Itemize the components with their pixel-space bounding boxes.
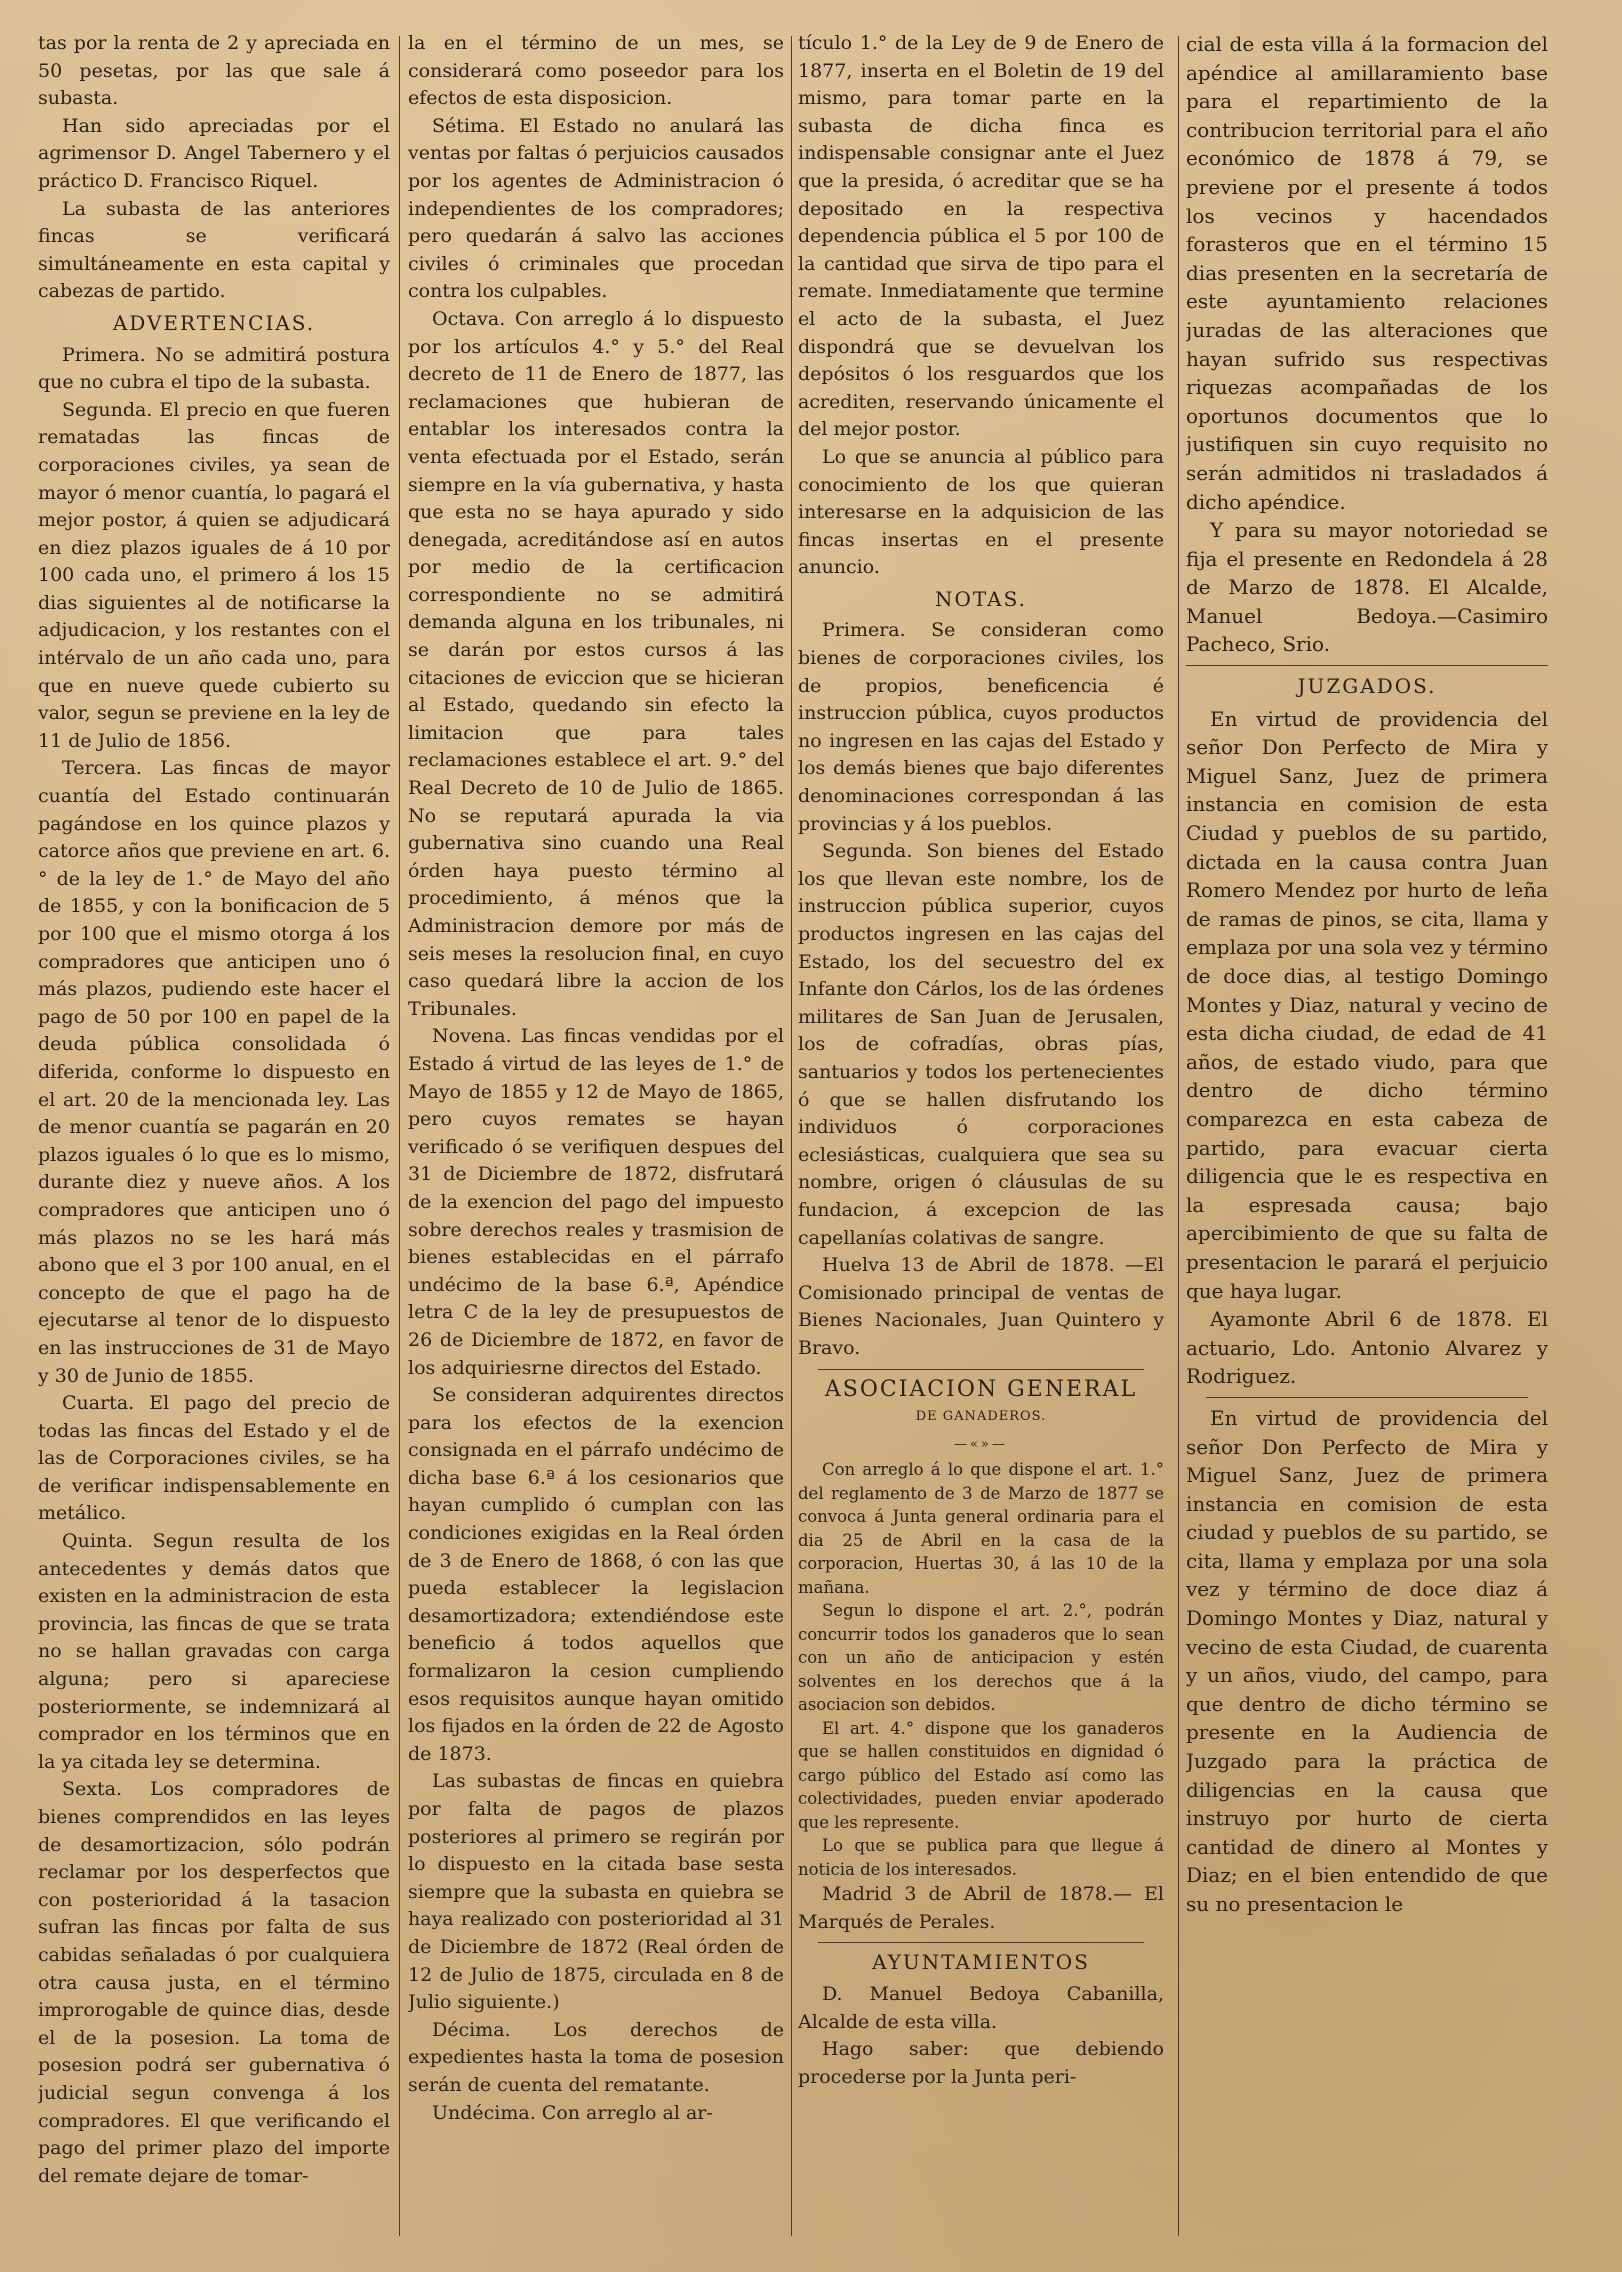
paragraph: Primera. No se admitirá postura que no cubra el tipo de la subasta. [38,343,390,394]
paragraph: tas por la renta de 2 y apreciada en 50 pesetas, por las que sale á subasta. [38,32,390,110]
paragraph: Hago saber: que debiendo procederse por la Junta peri- [798,2038,1164,2088]
paragraph: Han sido apreciadas por el agrimensor D. Angel Tabernero y el práctico D. Francisco Riquel. [38,114,390,192]
divider [1186,665,1548,666]
paragraph: D. Manuel Bedoya Cabanilla, Alcalde de esta villa. [798,1983,1164,2033]
paragraph: En virtud de providencia del señor Don Perfecto de Mira y Miguel Sanz, Juez de primera instancia en comision de esta Ciudad y pueblos de su partido, dictada en la causa contra Juan Romero Mendez por hurto de leña de ramas de pinos, se cita, llama y emplaza por una sola vez y término de doce dias, al testigo Domingo Montes y Diaz, natural y vecino de esta dicha ciudad, de edad de 41 años, de estado viudo, para que dentro de dicho término comparezca en esta cabeza de partido, para evacuar cierta diligencia que le es respectiva en la espresada causa; bajo apercibimiento de que su falta de presentacion le parará el perjuicio que haya lugar. [1186,706,1548,1303]
paragraph: Undécima. Con arreglo al ar- [432,2101,713,2124]
paragraph: Quinta. Segun resulta de los antecedentes y demás datos que existen en la administracion de esta provincia, las fincas de que se trata no se hallan gravadas con carga alguna; pero si apareciese posteriormente, se indemnizará al comprador en los términos que en la ya citada ley se determina. [38,1530,390,1773]
section-subheading: DE GANADEROS. [915,1409,1047,1425]
divider [818,1369,1144,1370]
paragraph: Segun lo dispone el art. 2.°, podrán concurrir todos los ganaderos que lo sean con un año de anticipacion y estén solventes en los derechos que á la asociacion son debidos. [798,1601,1164,1715]
section-heading-juzgados: JUZGADOS. [1297,674,1437,699]
paragraph: Las subastas de fincas en quiebra por falta de pagos de plazos posteriores al primero se regirán por lo dispuesto en la citada base sesta siempre que la subasta en quiebra se haya realizado con posterioridad al 31 de Diciembre de 1872 (Real órden de 12 de Julio de 1875, circulada en 8 de Julio siguiente.) [408,1770,784,2014]
column-rule [791,36,792,2236]
paragraph: Cuarta. El pago del precio de todas las fincas del Estado y el de las de Corporaciones civiles, se ha de verificar indispensablemente en metálico. [38,1392,390,1525]
column-3 [798,30,1164,2250]
paragraph: Con arreglo á lo que dispone el art. 1.° del reglamento de 3 de Marzo de 1877 se convoca á Junta general ordinaria para el dia 25 de Abril en la casa de la corporacion, Huertas 30, á las 10 de la mañana. [798,1460,1164,1597]
column-4 [1186,30,1548,2250]
column-1 [38,30,390,2250]
paragraph: Ayamonte Abril 6 de 1878. El actuario, Ldo. Antonio Alvarez y Rodriguez. [1186,1307,1548,1389]
paragraph: Y para su mayor notoriedad se fija el presente en Redondela á 28 de Marzo de 1878. El Alcalde, Manuel Bedoya.—Casimiro Pacheco, Srio. [1186,518,1548,657]
divider [1206,1397,1528,1398]
paragraph: Lo que se anuncia al público para conocimiento de los que quieran interesarse en la adquisicion de las fincas insertas en el presente anuncio. [798,445,1164,579]
paragraph: Madrid 3 de Abril de 1878.— El Marqués de Perales. [798,1883,1164,1933]
paragraph: En virtud de providencia del señor Don Perfecto de Mira y Miguel Sanz, Juez de primera instancia en comision de esta ciudad y pueblos de su partido, se cita, llama y emplaza por una sola vez y término de doce diaz á Domingo Montes y Diaz, natural y vecino de esta Ciudad, de cuarenta y un años, viudo, del campo, para que dentro de dicho término se presente en la Audiencia de Juzgado para la práctica de diligencias en la causa que instruyo por hurto de cierta cantidad de dinero al Montes y Diaz; en el bien entendido de que su no presentacion le [1186,1405,1548,1916]
paragraph: Segunda. Son bienes del Estado los que llevan este nombre, los de instruccion pública superior, cuyos productos ingresen en las cajas del Estado, los del secuestro del ex Infante don Cárlos, los de las órdenes militares de San Juan de Jerusalen, los de cofradías, obras pías, santuarios y todos los pertenecientes ó que se hallen disfrutando los individuos ó corporaciones eclesiásticas, cualquiera que sea su nombre, origen ó cláusulas de su fundacion, á excepcion de las capellanías colativas de sangre. [798,840,1164,1249]
paragraph: Décima. Los derechos de expedientes hasta la toma de posesion serán de cuenta del rematante. [408,2018,784,2096]
ornament: —«»— [954,1436,1008,1452]
section-heading-notas: NOTAS. [935,586,1027,611]
section-heading-asociacion: ASOCIACION GENERAL [824,1376,1138,1402]
paragraph: Se consideran adquirentes directos para los efectos de la exencion consignada en el párrafo undécimo de dicha base 6.ª á los cesionarios que hayan cumplido ó cumplan con las condiciones exigidas en la Real órden de 3 de Enero de 1868, ó con las que pueda establecer la legislacion desamortizadora; extendiéndose este beneficio á todos aquellos que formalizaron la cesion cumpliendo esos requisitos aunque hayan omitido los fijados en la órden de 22 de Agosto de 1873. [408,1384,784,1765]
section-heading-ayuntamientos: AYUNTAMIENTOS [872,1950,1090,1975]
divider [818,1942,1144,1943]
paragraph: tículo 1.° de la Ley de 9 de Enero de 1877, inserta en el Boletin de 19 del mismo, para tomar parte en la subasta de dicha finca es indispensable consignar ante el Juez que la presida, ó acreditar que se ha depositado en la respectiva dependencia pública el 5 por 100 de la cantidad que sirva de tipo para el remate. Inmediatamente que termine el acto de la subasta, el Juez dispondrá que se devuelvan los depósitos ó los resguardos que los acrediten, reservando únicamente el del mejor postor. [798,32,1164,441]
paragraph: Sétima. El Estado no anulará las ventas por faltas ó perjuicios causados por los agentes de Administracion ó independientes de los compradores; pero quedarán á salvo las acciones civiles ó criminales que procedan contra los culpables. [408,114,784,303]
paragraph: cial de esta villa á la formacion del apéndice al amillaramiento base para el repartimiento de la contribucion territorial para el año económico de 1878 á 79, se previene por el presente á todos los vecinos y hacendados forasteros que en el término 15 dias presenten en la secretaría de este ayuntamiento relaciones juradas de las alteraciones que hayan sufrido sus respectivas riquezas acompañadas de los oportunos documentos que lo justifiquen sin cuyo requisito no serán admitidos ni trasladados á dicho apéndice. [1186,32,1548,514]
paragraph: Octava. Con arreglo á lo dispuesto por los artículos 4.° y 5.° del Real decreto de 11 de Enero de 1877, las reclamaciones que hubieran de entablar los interesados contra la venta efectuada por el Estado, serán siempre en la vía gubernativa, y hasta que esta no se haya apurado y sido denegada, acreditándose así en autos por medio de la certificacion correspondiente no se admitirá demanda alguna en los tribunales, ni se darán por estos cursos á las citaciones de eviccion que se hicieran al Estado, quedando sin efecto la limitacion que para tales reclamaciones establece el art. 9.° del Real Decreto de 10 de Julio de 1865. No se reputará apurada la via gubernativa sino cuando una Real órden haya puesto término al procedimiento, á ménos que la Administracion demore por más de seis meses la resolucion final, en cuyo caso quedará libre la accion de los Tribunales. [408,307,784,1020]
paragraph: la en el término de un mes, se considerará como poseedor para los efectos de esta disposicion. [408,32,784,110]
paragraph: El art. 4.° dispone que los ganaderos que se hallen constituidos en dignidad ó cargo público del Estado así como las colectividades, pueden enviar apoderado que les represente. [798,1718,1164,1832]
paragraph: La subasta de las anteriores fincas se verificará simultáneamente en esta capital y cabezas de partido. [38,197,390,303]
paragraph: Tercera. Las fincas de mayor cuantía del Estado continuarán pagándose en los quince plazos y catorce años que previene en art. 6.° de la ley de 1.° de Mayo del año de 1855, y con la bonificacion de 5 por 100 que el mismo otorga á los compradores que anticipen uno ó más plazos, pudiendo este hacer el pago de 50 por 100 en papel de la deuda pública consolidada ó diferida, conforme lo dispuesto en el art. 20 de la mencionada ley. Las de menor cuantía se pagarán en 20 plazos iguales ó lo que es lo mismo, durante diez y nueve años. A los compradores que anticipen uno ó más plazos no se les hará más abono que el 3 por 100 anual, en el concepto de que el pago ha de ejecutarse al tenor de lo dispuesto en las instrucciones de 31 de Mayo y 30 de Junio de 1855. [38,757,390,1387]
column-rule [1178,36,1179,2236]
paragraph: Sexta. Los compradores de bienes comprendidos en las leyes de desamortizacion, sólo podrán reclamar por los desperfectos que con posterioridad á la tasacion sufran las fincas por falta de sus cabidas señaladas ó por cualquiera otra causa justa, en el término improrogable de quince dias, desde el de la posesion. La toma de posesion podrá ser gubernativa ó judicial segun convenga á los compradores. El que verificando el pago del primer plazo del importe del remate dejare de tomar- [38,1778,390,2187]
paragraph: Primera. Se consideran como bienes de corporaciones civiles, los de propios, beneficencia é instruccion pública, cuyos productos no ingresen en las cajas del Estado y los demás bienes que bajo diferentes denominaciones correspondan á las provincias y á los pueblos. [798,619,1164,835]
paragraph: Segunda. El precio en que fueren rematadas las fincas de corporaciones civiles, ya sean de mayor ó menor cuantía, lo pagará el mejor postor, á quien se adjudicará en diez plazos iguales de á 10 por 100 cada uno, el primero á los 15 dias siguientes al de notificarse la adjudicacion, y los restantes con el intérvalo de un año cada uno, para que en nueve quede cubierto su valor, segun se previene en la ley de 11 de Julio de 1856. [38,398,390,752]
paragraph: Huelva 13 de Abril de 1878. —El Comisionado principal de ventas de Bienes Nacionales, Juan Quintero y Bravo. [798,1254,1164,1359]
column-2 [408,30,784,2250]
section-heading-advertencias: ADVERTENCIAS. [112,310,316,335]
column-rule [399,36,400,2236]
paragraph: Lo que se publica para que llegue á noticia de los interesados. [798,1836,1164,1879]
paragraph: Novena. Las fincas vendidas por el Estado á virtud de las leyes de 1.° de Mayo de 1855 y 12 de Mayo de 1865, pero cuyos remates se hayan verificado ó se verifiquen despues del 31 de Diciembre de 1872, disfrutará de la exencion del pago del impuesto sobre derechos reales y trasmision de bienes establecidas en el párrafo undécimo de la base 6.ª, Apéndice letra C de la ley de presupuestos de 26 de Diciembre de 1872, en favor de los adquiriesrne directos del Estado. [408,1025,784,1379]
